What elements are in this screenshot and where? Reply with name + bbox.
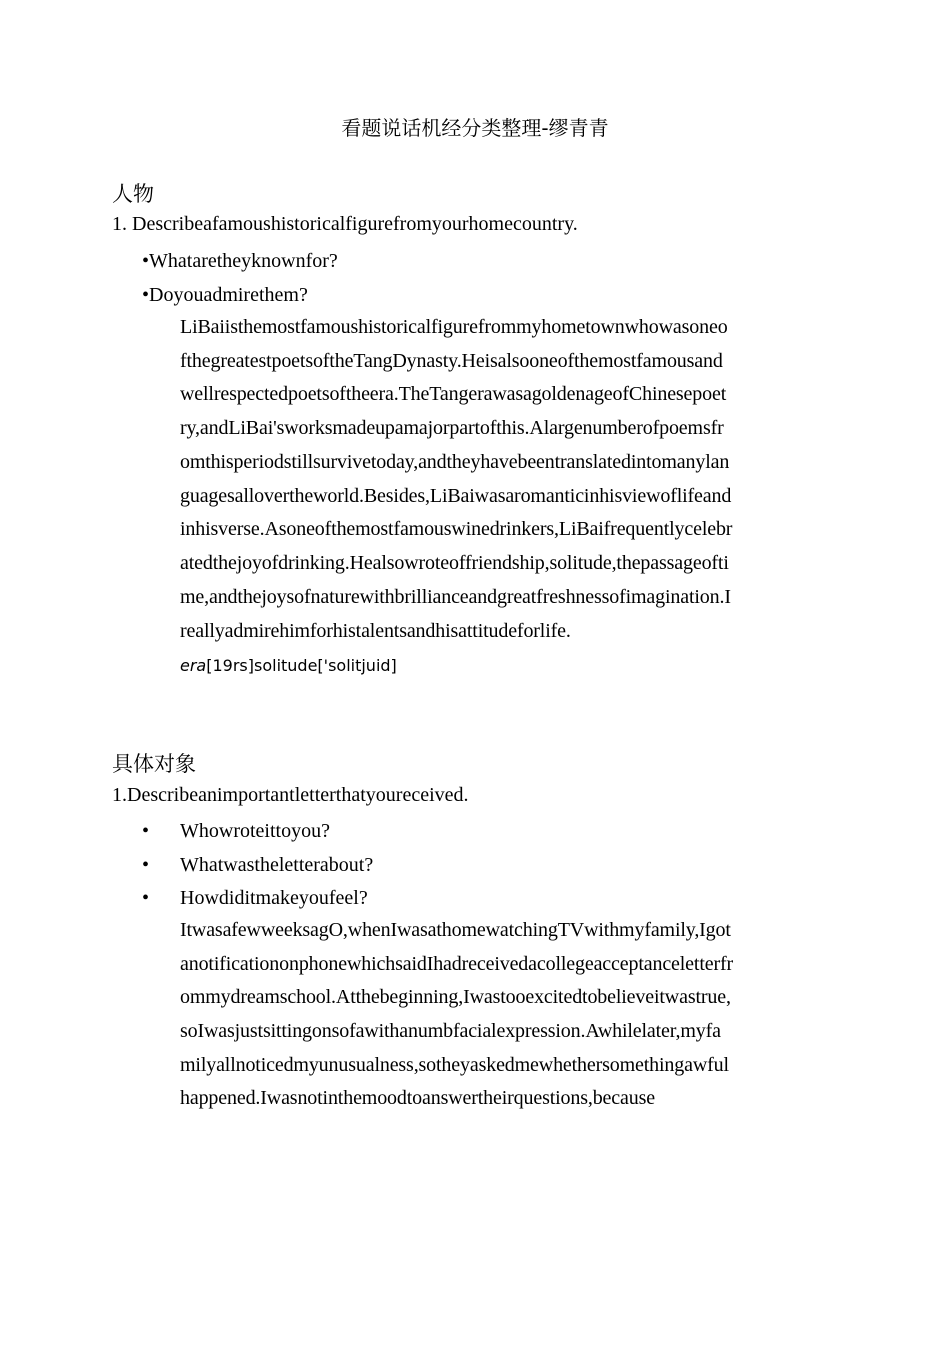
bullet-item: Whatwastheletterabout? <box>180 854 374 876</box>
answer-line: anotificationonphonewhichsaidIhadreceivedacollegeacceptanceletterfr <box>180 953 733 975</box>
answer-line: me,andthejoysofnaturewithbrillianceandgreatfreshnessofimagination.I <box>180 586 731 608</box>
bullet-mark: • <box>142 887 150 909</box>
bullet-item: Howdiditmakeyoufeel? <box>180 887 368 909</box>
phonetic-transcription: [19rs]solitude['solitjuid] <box>206 656 397 675</box>
answer-line: LiBaiisthemostfamoushistoricalfigurefrommyhometownwhowasoneo <box>180 316 728 338</box>
answer-line: ItwasafewweeksagO,whenIwasathomewatchingTVwithmyfamily,Igot <box>180 919 731 941</box>
section-heading-specific-object: 具体对象 <box>112 752 196 776</box>
question-historical-figure: 1. Describeafamoushistoricalfigurefromyourhomecountry. <box>112 213 578 235</box>
answer-line: soIwasjustsittingonsofawithanumbfacialexpression.Awhilelater,myfa <box>180 1020 721 1042</box>
answer-line: ommydreamschool.Atthebeginning,Iwastooexcitedtobelieveitwastrue, <box>180 986 731 1008</box>
answer-line: omthisperiodstillsurvivetoday,andtheyhavebeentranslatedintomanylan <box>180 451 730 473</box>
bullet-mark: • <box>142 820 150 842</box>
answer-line: inhisverse.Asoneofthemostfamouswinedrinkers,LiBaifrequentlycelebr <box>180 518 733 540</box>
answer-line: ry,andLiBai'sworksmadeupamajorpartofthis.Alargenumberofpoemsfr <box>180 417 724 439</box>
bullet-mark: • <box>142 854 150 876</box>
answer-line: reallyadmirehimforhistalentsandhisattitudeforlife. <box>180 620 571 642</box>
document-title: 看题说话机经分类整理-缪青青 <box>341 116 609 140</box>
bullet-item: •Doyouadmirethem? <box>142 284 308 306</box>
answer-line: guagesallovertheworld.Besides,LiBaiwasaromanticinhisviewoflifeand <box>180 485 732 507</box>
section-heading-people: 人物 <box>112 182 154 206</box>
answer-line: happened.Iwasnotinthemoodtoanswertheirquestions,because <box>180 1087 655 1109</box>
bullet-item: Whowroteittoyou? <box>180 820 330 842</box>
answer-line: atedthejoyofdrinking.Healsowroteoffriendship,solitude,thepassageofti <box>180 552 729 574</box>
bullet-item: •Whataretheyknownfor? <box>142 250 338 272</box>
question-important-letter: 1.Describeanimportantletterthatyoureceived. <box>112 784 469 806</box>
phonetic-word: era <box>180 656 207 675</box>
answer-line: wellrespectedpoetsoftheera.TheTangerawasagoldenageofChinesepoet <box>180 383 727 405</box>
answer-line: milyallnoticedmyunusualness,sotheyaskedmewhethersomethingawful <box>180 1054 729 1076</box>
answer-line: fthegreatestpoetsoftheTangDynasty.Heisalsooneofthemostfamousand <box>180 350 723 372</box>
phonetic-notes <box>180 656 397 675</box>
